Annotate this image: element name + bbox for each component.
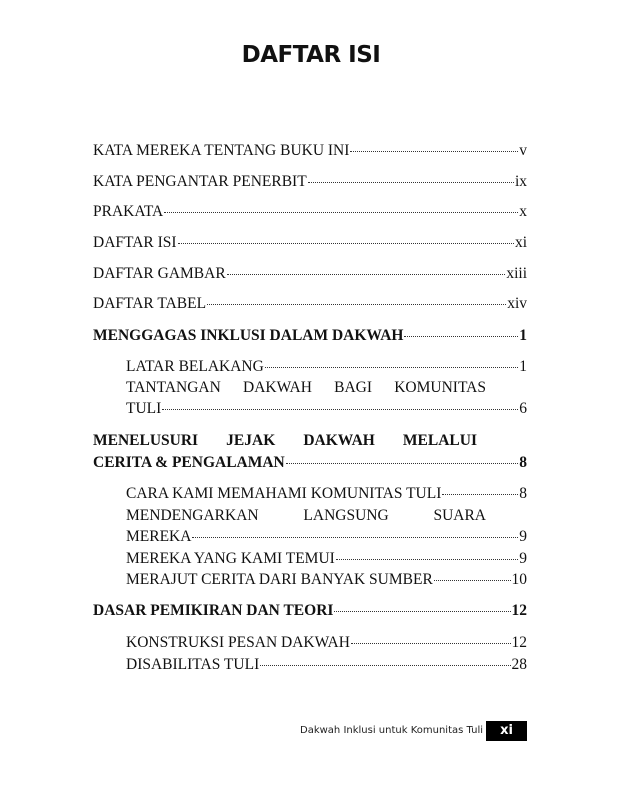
toc-label: DAFTAR GAMBAR: [93, 265, 226, 282]
toc-chapter-line1[interactable]: MENELUSURI JEJAK DAKWAH MELALUI: [93, 432, 477, 449]
toc-page: 8: [519, 485, 527, 502]
toc-page: 10: [511, 571, 527, 588]
toc-label: MEREKA YANG KAMI TEMUI: [126, 550, 335, 567]
dot-leader: [336, 558, 518, 560]
dot-leader: [334, 610, 510, 612]
dot-leader: [192, 536, 518, 538]
toc-chapter[interactable]: [93, 601, 527, 621]
toc-subentry[interactable]: [126, 484, 527, 504]
toc-subentry-line1[interactable]: TANTANGAN DAKWAH BAGI KOMUNITAS: [126, 379, 486, 396]
dot-leader: [308, 181, 514, 183]
dot-leader: [265, 366, 518, 368]
toc-label: LATAR BELAKANG: [126, 358, 264, 375]
toc-subentry[interactable]: [126, 549, 527, 569]
dot-leader: [227, 273, 506, 275]
toc-label: DAFTAR TABEL: [93, 295, 207, 312]
dot-leader: [164, 211, 518, 213]
toc-page: ix: [514, 173, 527, 190]
toc-label: CERITA & PENGALAMAN: [93, 454, 285, 471]
toc-label: MENGGAGAS INKLUSI DALAM DAKWAH: [93, 327, 404, 344]
toc-label: DAFTAR ISI: [93, 234, 177, 251]
toc-chapter[interactable]: [93, 326, 527, 346]
dot-leader: [162, 408, 518, 410]
dot-leader: [207, 303, 506, 305]
dot-leader: [404, 335, 518, 337]
toc-page: 28: [511, 656, 527, 673]
toc-page: x: [519, 203, 527, 220]
toc-page: 8: [519, 454, 527, 471]
toc-label: DISABILITAS TULI: [126, 656, 260, 673]
toc-page: xiv: [507, 295, 527, 312]
toc-entry[interactable]: [93, 141, 527, 161]
toc-entry[interactable]: [93, 172, 527, 192]
toc-label: DASAR PEMIKIRAN DAN TEORI: [93, 602, 334, 619]
dot-leader: [351, 642, 511, 644]
toc-subentry[interactable]: [126, 570, 527, 590]
toc-page: 9: [519, 550, 527, 567]
toc-label: KONSTRUKSI PESAN DAKWAH: [126, 634, 350, 651]
toc-page: 12: [511, 602, 527, 619]
toc-page: 1: [519, 358, 527, 375]
toc-subentry[interactable]: [126, 399, 527, 419]
toc-label: MEREKA: [126, 528, 192, 545]
toc-label: TULI: [126, 400, 162, 417]
toc-page: v: [519, 142, 527, 159]
toc-subentry[interactable]: [126, 527, 527, 547]
dot-leader: [434, 579, 511, 581]
toc-entry[interactable]: [93, 294, 527, 314]
toc-subentry[interactable]: [126, 633, 527, 653]
dot-leader: [286, 462, 519, 464]
page-number-badge: xi: [486, 721, 527, 741]
footer-book-title: Dakwah Inklusi untuk Komunitas Tuli: [300, 725, 484, 736]
toc-page: 9: [519, 528, 527, 545]
toc-chapter[interactable]: [93, 453, 527, 473]
dot-leader: [350, 150, 518, 152]
toc-page: 1: [519, 327, 527, 344]
dot-leader: [178, 242, 514, 244]
toc-entry[interactable]: [93, 264, 527, 284]
toc-label: KATA MEREKA TENTANG BUKU INI: [93, 142, 350, 159]
toc-entry[interactable]: [93, 202, 527, 222]
dot-leader: [260, 664, 510, 666]
toc-label: PRAKATA: [93, 203, 164, 220]
toc-subentry[interactable]: [126, 357, 527, 377]
toc-label: CARA KAMI MEMAHAMI KOMUNITAS TULI: [126, 485, 442, 502]
toc-label: KATA PENGANTAR PENERBIT: [93, 173, 307, 190]
dot-leader: [442, 493, 518, 495]
toc-page: 6: [519, 400, 527, 417]
toc-label: MERAJUT CERITA DARI BANYAK SUMBER: [126, 571, 433, 588]
toc-page: xiii: [506, 265, 527, 282]
toc-entry[interactable]: [93, 233, 527, 253]
toc-page: xi: [514, 234, 527, 251]
page-title: DAFTAR ISI: [241, 42, 381, 68]
toc-page: 12: [511, 634, 527, 651]
toc-subentry[interactable]: [126, 655, 527, 675]
toc-subentry-line1[interactable]: MENDENGARKAN LANGSUNG SUARA: [126, 507, 486, 524]
